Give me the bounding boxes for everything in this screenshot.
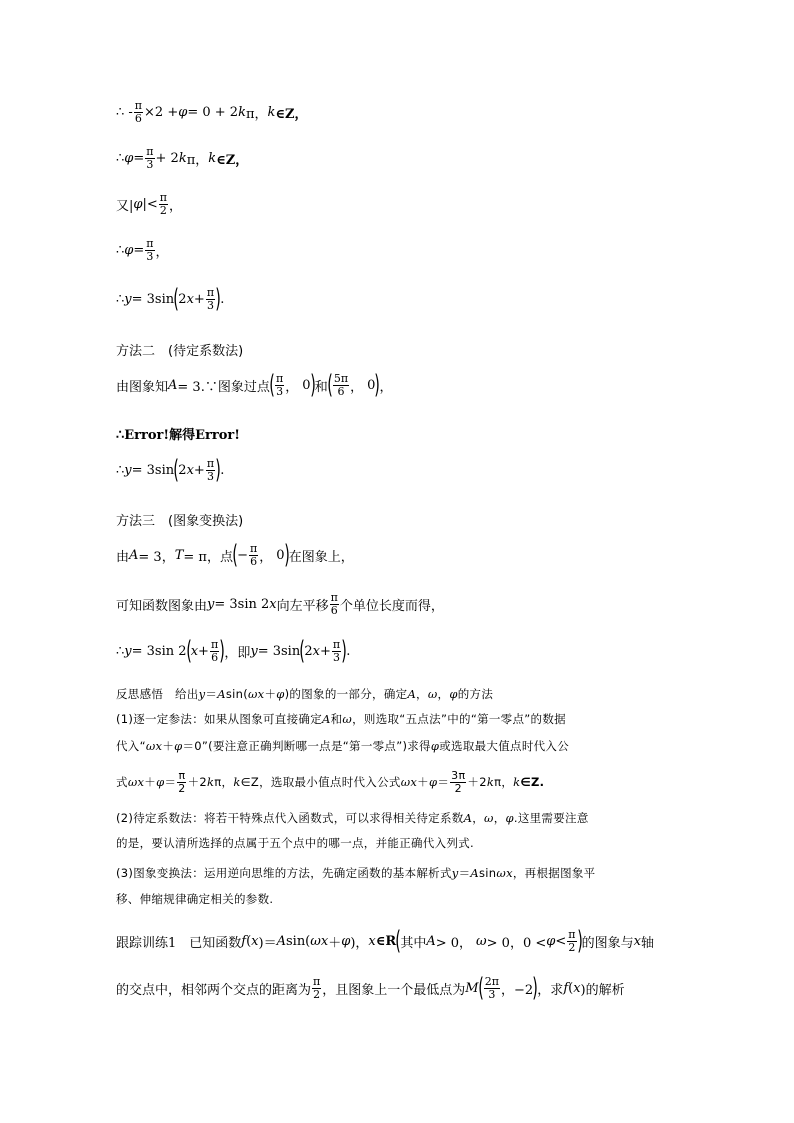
- fraction-pi-over-6: $\frac{\pi}{6}$: [250, 541, 258, 568]
- training-line-2: 的交点中，相邻两个交点的距离为 $\frac{\pi}{2}$ ，且图象上一个最低点为 M ( $\frac{2\pi}{3}$ ，−2 ) ，求 f ( x )的解析: [116, 973, 625, 1003]
- fraction-pi-over-2: $\frac{\pi}{2}$: [313, 974, 321, 1001]
- equation-line-5: ∴ y = 3sin ( 2 x + $\frac{\pi}{3}$ ) .: [116, 284, 225, 314]
- note-1-line-1: (1)逐一定参法：如果从图象可直接确定 A 和 ω ，则选取“五点法”中的“第一零点”的数据: [116, 712, 566, 726]
- equation-line-11: 由 A = 3， T = π，点 ( − $\frac{\pi}{6}$ ， 0 ) 在图象上，: [116, 540, 354, 570]
- fraction-2pi-over-3: $\frac{2\pi}{3}$: [484, 974, 499, 1001]
- note-3-line-2: 移、伸缩规律确定相关的参数.: [116, 892, 274, 906]
- method-two-heading: 方法二 (待定系数法): [116, 344, 244, 359]
- note-2-line-1: (2)待定系数法：将若干特殊点代入函数式，可以求得相关待定系数 A ， ω ， φ .这里需要注意: [116, 811, 589, 825]
- training-line-1: 跟踪训练1 已知函数 f ( x )＝ A sin( ωx ＋ φ )， x ∈R ( 其中 A > 0， ω > 0，0 < φ < $\frac{\pi}{2}$ ) 的图象与 x 轴: [116, 926, 655, 956]
- method-three-heading: 方法三 (图象变换法): [116, 514, 244, 529]
- fraction-pi-over-3: $\frac{\pi}{3}$: [206, 456, 215, 483]
- fraction-pi-over-6: $\frac{\pi}{6}$: [134, 99, 143, 125]
- equation-line-2: ∴ φ = $\frac{\pi}{3}$ + 2 k π， k ∈Z，: [116, 145, 249, 171]
- note-1-line-3: 式 ωx ＋ φ ＝ $\frac{\pi}{2}$ ＋2 k π， k ∈Z，选取最小值点时代入公式 ωx ＋ φ ＝ $\frac{3\pi}{2}$ ＋2 k π， k ∈Z.: [116, 769, 545, 795]
- equation-line-7: 由图象知 A = 3.∵图象过点 ( $\frac{\pi}{3}$ ， 0 ) 和 ( $\frac{5\pi}{6}$ ， 0 ) ，: [116, 370, 393, 400]
- fraction-pi-over-3: $\frac{\pi}{3}$: [146, 237, 154, 263]
- reflection-heading: 反思感悟 给出 y ＝ A sin( ωx ＋ φ )的图象的一部分，确定 A ， ω ， φ 的方法: [116, 687, 494, 701]
- fraction-pi-over-2: $\frac{\pi}{2}$: [568, 927, 576, 954]
- fraction-pi-over-3: $\frac{\pi}{3}$: [146, 145, 154, 171]
- equation-line-1: ∴ - $\frac{\pi}{6}$ ×2 + φ = 0 + 2 k π， k ∈Z，: [116, 99, 308, 125]
- fraction-pi-over-3: $\frac{\pi}{3}$: [332, 637, 341, 664]
- equation-line-12: 可知函数图象由 y = 3sin 2 x 向左平移 $\frac{\pi}{6}$ 个单位长度而得，: [116, 591, 444, 617]
- fraction-pi-over-6: $\frac{\pi}{6}$: [210, 637, 219, 664]
- fraction-3pi-over-2: $\frac{3\pi}{2}$: [451, 769, 466, 795]
- fraction-pi-over-3: $\frac{\pi}{3}$: [206, 285, 215, 312]
- note-1-line-2: 代入“ ωx ＋ φ ＝0”(要注意正确判断哪一点是“第一零点”)求得 φ 或选取最大值点时代入公: [116, 739, 570, 753]
- fraction-5pi-over-6: $\frac{5\pi}{6}$: [333, 371, 349, 398]
- fraction-pi-over-6: $\frac{\pi}{6}$: [330, 591, 338, 617]
- equation-line-13: ∴ y = 3sin 2 ( x + $\frac{\pi}{6}$ ) ，即 y = 3sin ( 2 x + $\frac{\pi}{3}$ ) .: [116, 636, 351, 666]
- fraction-pi-over-2: $\frac{\pi}{2}$: [178, 769, 186, 795]
- note-2-line-2: 的是，要认清所选择的点属于五个点中的哪一点，并能正确代入列式.: [116, 836, 474, 850]
- equation-line-4: ∴ φ = $\frac{\pi}{3}$ ，: [116, 237, 169, 263]
- fraction-pi-over-3: $\frac{\pi}{3}$: [276, 371, 284, 398]
- equation-line-9: ∴ y = 3sin ( 2 x + $\frac{\pi}{3}$ ) .: [116, 455, 225, 485]
- note-3-line-1: (3)图象变换法：运用逆向思维的方法，先确定函数的基本解析式 y ＝ A sin ωx ，再根据图象平: [116, 866, 596, 880]
- error-line: ∴Error!解得Error!: [116, 428, 240, 443]
- equation-line-3: 又| φ |< $\frac{\pi}{2}$ ，: [116, 191, 183, 217]
- fraction-pi-over-2: $\frac{\pi}{2}$: [159, 191, 168, 217]
